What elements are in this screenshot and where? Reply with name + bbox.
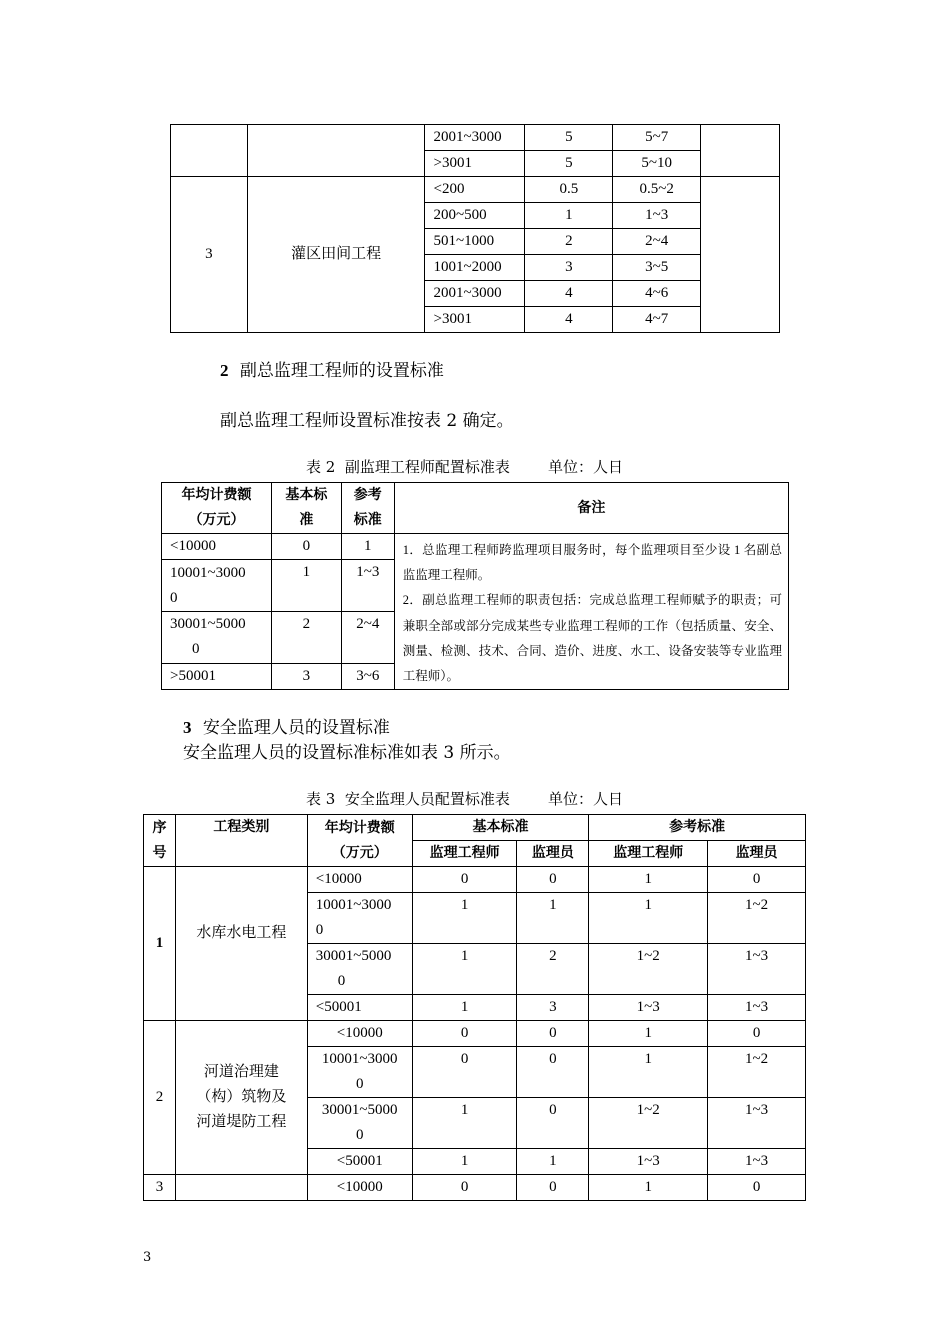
basic-cell: 0 [271, 534, 341, 560]
fee-cell: <50001 [307, 1149, 412, 1175]
note-cell [701, 177, 780, 333]
value-cell: 1~3 [708, 1098, 806, 1149]
range-cell: >3001 [425, 307, 525, 333]
remark-2: 2．副总监理工程师的职责包括：完成总监理工程师赋予的职责；可兼职全部或部分完成某些专业监理工程师的工作（包括质量、安全、测量、检测、技术、合同、造价、进度、水工、设备安装等专业监理工程师）。 [402, 593, 782, 684]
basic-cell: 0.5 [525, 177, 613, 203]
header-ref: 参考标准 [589, 815, 806, 841]
value-cell: 0 [412, 867, 517, 893]
fee-cell: <10000 [307, 867, 412, 893]
fee-cell: 30001~5000 0 [307, 944, 412, 995]
range-cell: <200 [425, 177, 525, 203]
value-cell: 1 [517, 893, 589, 944]
range-cell: 200~500 [425, 203, 525, 229]
value-cell: 1 [412, 995, 517, 1021]
value-cell: 1~2 [589, 1098, 708, 1149]
ref-cell: 0.5~2 [613, 177, 701, 203]
ref-cell: 1 [341, 534, 394, 560]
value-cell: 1 [517, 1149, 589, 1175]
category-cell [175, 1175, 307, 1201]
value-cell: 1 [412, 1098, 517, 1149]
value-cell: 1 [589, 893, 708, 944]
value-cell: 0 [412, 1047, 517, 1098]
seq-cell: 1 [144, 867, 176, 1021]
note-cell [701, 125, 780, 177]
section-title: 安全监理人员的设置标准 [202, 718, 390, 738]
section-3-heading [183, 713, 390, 738]
remarks-cell [394, 534, 788, 690]
value-cell: 0 [412, 1021, 517, 1047]
category-cell: 河道治理建 （构）筑物及 河道堤防工程 [175, 1021, 307, 1175]
basic-cell: 4 [525, 281, 613, 307]
basic-cell: 2 [525, 229, 613, 255]
value-cell: 3 [517, 995, 589, 1021]
page-number: 3 [143, 1250, 152, 1265]
value-cell: 0 [517, 1047, 589, 1098]
value-cell: 1~3 [589, 995, 708, 1021]
basic-cell: 1 [525, 203, 613, 229]
value-cell: 1 [589, 1047, 708, 1098]
value-cell: 1~2 [589, 944, 708, 995]
seq-cell: 3 [144, 1175, 176, 1201]
table-header-row [144, 815, 806, 841]
fee-cell: 30001~5000 0 [307, 1098, 412, 1149]
header-basic: 基本标准 [412, 815, 589, 841]
ref-cell: 2~4 [613, 229, 701, 255]
ref-cell: 2~4 [341, 612, 394, 664]
header-basic-supervisor: 监理员 [517, 841, 589, 867]
table-row [171, 177, 780, 203]
value-cell: 2 [517, 944, 589, 995]
header-ref-engineer: 监理工程师 [589, 841, 708, 867]
header-ref-supervisor: 监理员 [708, 841, 806, 867]
header-basic-engineer: 监理工程师 [412, 841, 517, 867]
range-cell: >3001 [425, 151, 525, 177]
table-row [171, 125, 780, 151]
value-cell: 0 [517, 1021, 589, 1047]
fee-cell: >50001 [162, 663, 272, 689]
value-cell: 1 [589, 1175, 708, 1201]
basic-cell: 5 [525, 151, 613, 177]
table-row [162, 534, 789, 560]
value-cell: 1~2 [708, 893, 806, 944]
value-cell: 1~3 [589, 1149, 708, 1175]
fee-cell: 10001~3000 0 [307, 1047, 412, 1098]
value-cell: 0 [517, 1175, 589, 1201]
table3-caption: 表 3 安全监理人员配置标准表 单位：人日 [306, 790, 623, 808]
range-cell: 501~1000 [425, 229, 525, 255]
fee-cell: <10000 [307, 1175, 412, 1201]
section-2-heading [220, 356, 444, 381]
ref-cell: 1~3 [613, 203, 701, 229]
value-cell: 0 [412, 1175, 517, 1201]
table-row [144, 1021, 806, 1047]
section-3-paragraph: 安全监理人员的设置标准标准如表 3 所示。 [183, 743, 511, 763]
value-cell: 1 [412, 893, 517, 944]
ref-cell: 3~5 [613, 255, 701, 281]
ref-cell: 4~6 [613, 281, 701, 307]
value-cell: 0 [517, 867, 589, 893]
fee-cell: <10000 [162, 534, 272, 560]
category-cell: 水库水电工程 [175, 867, 307, 1021]
basic-cell: 1 [271, 560, 341, 612]
basic-cell: 4 [525, 307, 613, 333]
fee-cell: <50001 [307, 995, 412, 1021]
header-fee: 年均计费额 （万元） [162, 483, 272, 534]
table2 [161, 482, 789, 690]
basic-cell: 3 [271, 663, 341, 689]
table-row [144, 867, 806, 893]
value-cell: 1~3 [708, 944, 806, 995]
value-cell: 0 [517, 1098, 589, 1149]
value-cell: 1 [589, 1021, 708, 1047]
range-cell: 1001~2000 [425, 255, 525, 281]
section-number: 2 [220, 361, 229, 380]
header-seq: 序 号 [144, 815, 176, 867]
value-cell: 1~2 [708, 1047, 806, 1098]
seq-cell: 3 [171, 177, 248, 333]
ref-cell: 3~6 [341, 663, 394, 689]
value-cell: 1 [412, 1149, 517, 1175]
category-cell [247, 125, 425, 177]
ref-cell: 1~3 [341, 560, 394, 612]
category-cell: 灌区田间工程 [247, 177, 425, 333]
section-title: 副总监理工程师的设置标准 [239, 361, 444, 381]
header-basic: 基本标 准 [271, 483, 341, 534]
ref-cell: 4~7 [613, 307, 701, 333]
value-cell: 0 [708, 1021, 806, 1047]
table-row [144, 1175, 806, 1201]
basic-cell: 2 [271, 612, 341, 664]
remark-1: 1．总监理工程师跨监理项目服务时，每个监理项目至少设 1 名副总监监理工程师。 [402, 543, 782, 583]
fee-cell: 10001~3000 0 [307, 893, 412, 944]
table-header-row [162, 483, 789, 534]
range-cell: 2001~3000 [425, 125, 525, 151]
ref-cell: 5~10 [613, 151, 701, 177]
table1-continuation [170, 124, 780, 333]
table3 [143, 814, 806, 1201]
value-cell: 0 [708, 867, 806, 893]
value-cell: 1~3 [708, 1149, 806, 1175]
header-category: 工程类别 [175, 815, 307, 867]
value-cell: 1 [412, 944, 517, 995]
header-ref: 参考 标准 [341, 483, 394, 534]
header-fee: 年均计费额 （万元） [307, 815, 412, 867]
seq-cell [171, 125, 248, 177]
section-2-paragraph: 副总监理工程师设置标准按表 2 确定。 [220, 411, 514, 431]
range-cell: 2001~3000 [425, 281, 525, 307]
basic-cell: 3 [525, 255, 613, 281]
value-cell: 1 [589, 867, 708, 893]
seq-cell: 2 [144, 1021, 176, 1175]
fee-cell: 30001~5000 0 [162, 612, 272, 664]
section-number: 3 [183, 718, 192, 737]
fee-cell: 10001~3000 0 [162, 560, 272, 612]
ref-cell: 5~7 [613, 125, 701, 151]
table2-caption: 表 2 副监理工程师配置标准表 单位：人日 [306, 458, 623, 476]
fee-cell: <10000 [307, 1021, 412, 1047]
value-cell: 0 [708, 1175, 806, 1201]
basic-cell: 5 [525, 125, 613, 151]
value-cell: 1~3 [708, 995, 806, 1021]
header-note: 备注 [394, 483, 788, 534]
